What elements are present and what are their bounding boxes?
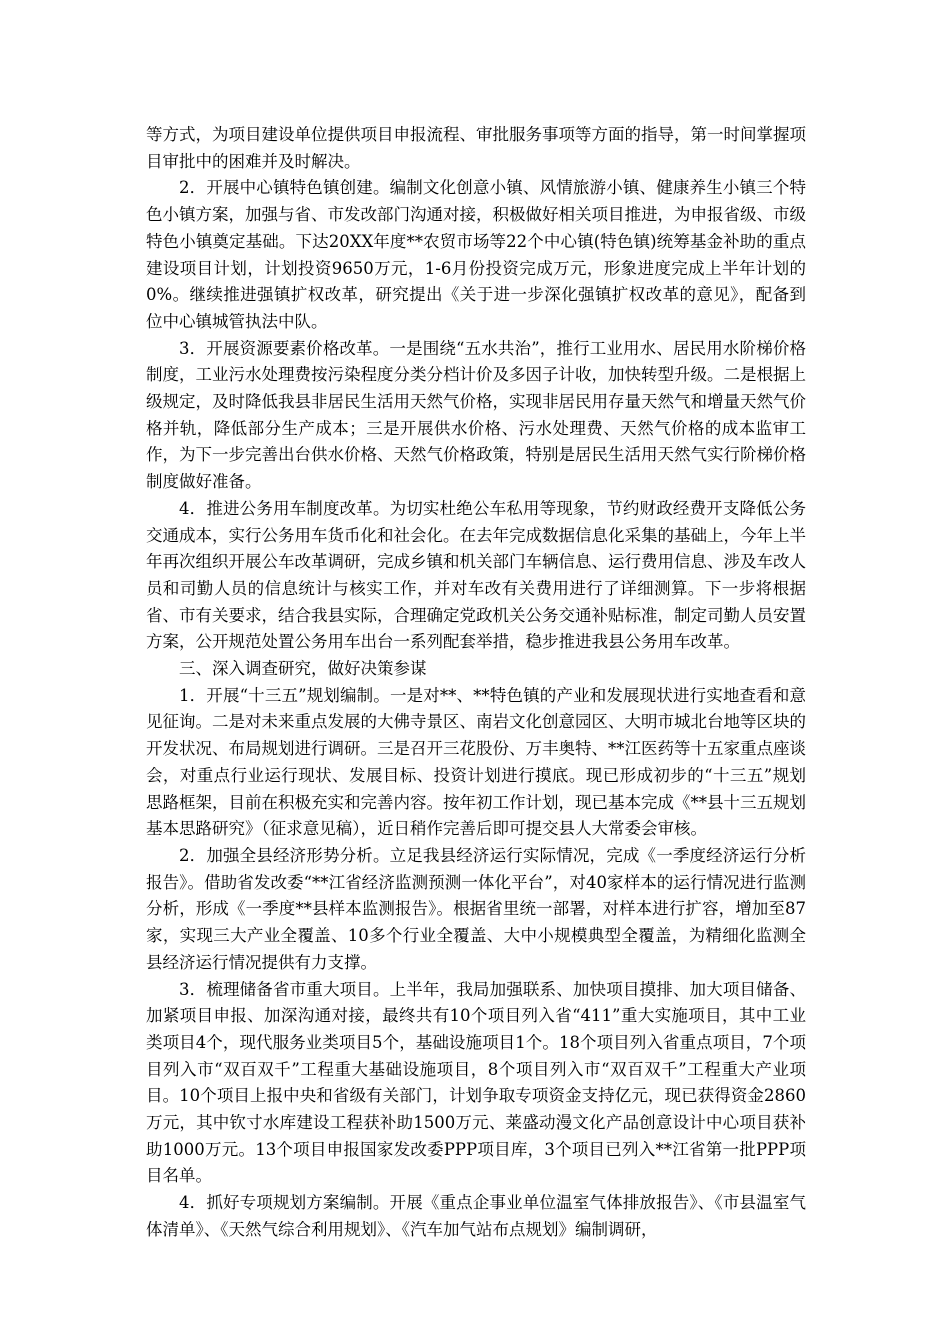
paragraph-town-creation: 2．开展中心镇特色镇创建。编制文化创意小镇、风情旅游小镇、健康养生小镇三个特色小镇方案，加强与省、市发改部门沟通对接，积极做好相关项目推进，为申报省级、市级特色小镇奠定基础。下达20XX年度**农贸市场等22个中心镇(特色镇)统筹基金补助的重点建设项目计划，计划投资9650万元，1-6月份投资完成万元，形象进度完成上半年计划的0%。继续推进强镇扩权改革，研究提出《关于进一步深化强镇扩权改革的意见》，配备到位中心镇城管执法中队。 (146, 178, 806, 331)
paragraph-economic-analysis: 2．加强全县经济形势分析。立足我县经济运行实际情况，完成《一季度经济运行分析报告》。借助省发改委“**江省经济监测预测一体化平台”，对40家样本的运行情况进行监测分析，形成《一季度**县样本监测报告》。根据省里统一部署，对样本进行扩容，增加至87家，实现三大产业全覆盖、10多个行业全覆盖、大中小规模典型全覆盖，为精细化监测全县经济运行情况提供有力支撑。 (146, 845, 806, 972)
section-heading-research: 三、深入调查研究，做好决策参谋 (179, 659, 427, 679)
paragraph-continuation: 等方式，为项目建设单位提供项目申报流程、审批服务事项等方面的指导，第一时间掌握项目审批中的困难并及时解决。 (146, 125, 806, 171)
paragraph-vehicle-reform: 4．推进公务用车制度改革。为切实杜绝公车私用等现象，节约财政经费开支降低公务交通成本，实行公务用车货币化和社会化。在去年完成数据信息化采集的基础上，今年上半年再次组织开展公车改革调研，完成乡镇和机关部门车辆信息、运行费用信息、涉及车改人员和司勤人员的信息统计与核实工作，并对车改有关费用进行了详细测算。下一步将根据省、市有关要求，结合我县实际，合理确定党政机关公务交通补贴标准，制定司勤人员安置方案，公开规范处置公务用车出台一系列配套举措，稳步推进我县公务用车改革。 (146, 498, 806, 652)
paragraph-price-reform: 3．开展资源要素价格改革。一是围绕“五水共治”，推行工业用水、居民用水阶梯价格制度，工业污水处理费按污染程度分类分档计价及多因子计收，加快转型升级。二是根据上级规定，及时降低我县非居民生活用天然气价格，实现非居民用存量天然气和增量天然气价格并轨，降低部分生产成本；三是开展供水价格、污水处理费、天然气价格的成本监审工作，为下一步完善出台供水价格、天然气价格政策，特别是居民生活用天然气实行阶梯价格制度做好准备。 (146, 338, 806, 492)
paragraph-special-planning: 4．抓好专项规划方案编制。开展《重点企事业单位温室气体排放报告》、《市县温室气体清单》、《天然气综合利用规划》、《汽车加气站布点规划》编制调研， (146, 1193, 806, 1239)
paragraph-major-projects: 3．梳理储备省市重大项目。上半年，我局加强联系、加快项目摸排、加大项目储备、加紧项目申报、加深沟通对接，最终共有10个项目列入省“411”重大实施项目，其中工业类项目4个，现代服务业类项目5个，基础设施项目1个。18个项目列入省重点项目，7个项目列入市“双百双千”工程重大基础设施项目，8个项目列入市“双百双千”工程重大产业项目。10个项目上报中央和省级有关部门，计划争取专项资金支持亿元，现已获得资金2860万元，其中钦寸水库建设工程获补助1500万元、莱盛动漫文化产品创意设计中心项目获补助1000万元。13个项目申报国家发改委PPP项目库，3个项目已列入**江省第一批PPP项目名单。 (146, 979, 806, 1186)
paragraph-five-year-plan: 1．开展“十三五”规划编制。一是对**、**特色镇的产业和发展现状进行实地查看和意见征询。二是对未来重点发展的大佛寺景区、南岩文化创意园区、大明市城北台地等区块的开发状况、布局规划进行调研。三是召开三花股份、万丰奥特、**江医药等十五家重点座谈会，对重点行业运行现状、发展目标、投资计划进行摸底。现已形成初步的“十三五”规划思路框架，目前在积极充实和完善内容。按年初工作计划，现已基本完成《**县十三五规划基本思路研究》（征求意见稿），近日稍作完善后即可提交县人大常委会审核。 (146, 685, 806, 839)
document-page (146, 122, 806, 1244)
